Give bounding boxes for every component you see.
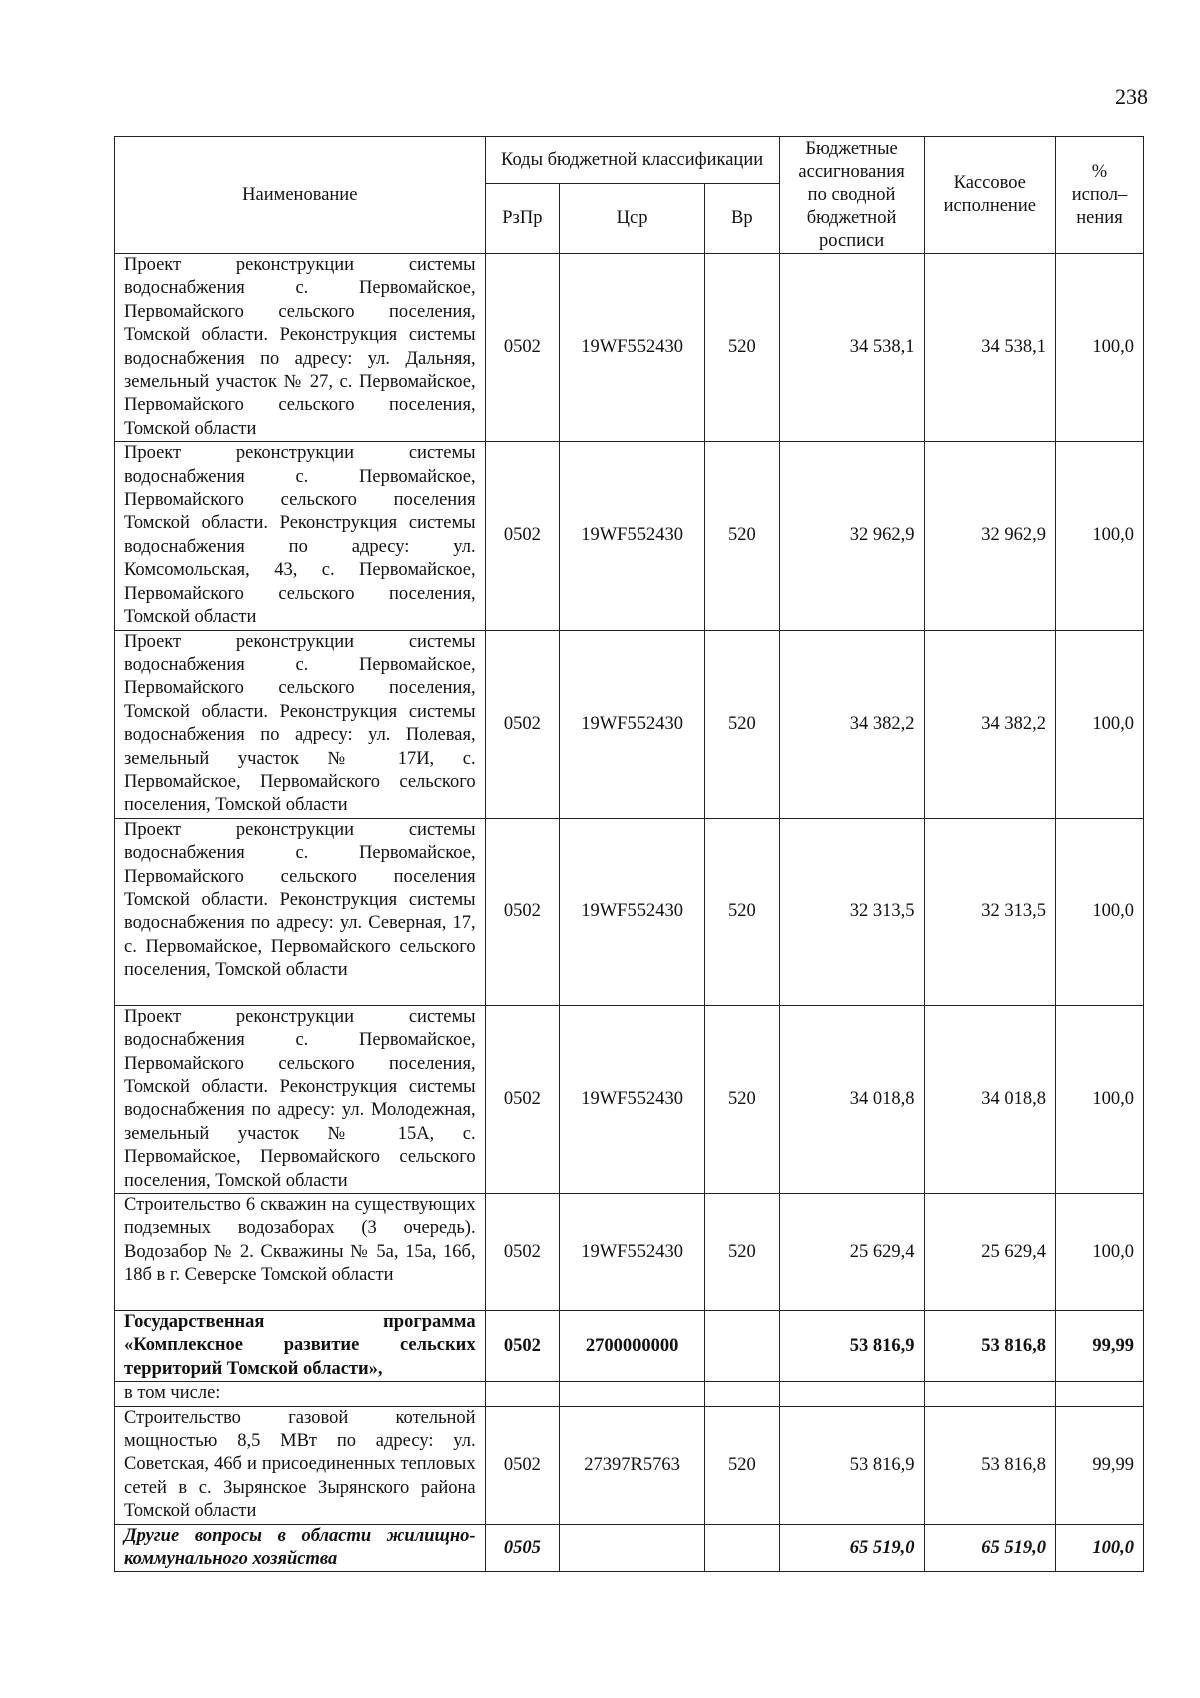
- row-rzpr: 0502: [485, 1406, 560, 1524]
- header-csr: Цср: [560, 184, 705, 254]
- row-name: Проект реконструкции системы водоснабжения с. Первомайское, Первомайского сельского поселения, Томской области. Реконструкция системы водоснабжения по адресу: ул. Дальняя, земельный участок № 27, с. Первомайское, Первомайского сельского поселения, Томской области: [115, 254, 486, 442]
- row-cash: 53 816,8: [924, 1406, 1055, 1524]
- row-vr: 520: [705, 442, 780, 630]
- table-row: [115, 1194, 1144, 1311]
- row-csr: 27397R5763: [560, 1406, 705, 1524]
- row-cash: 32 313,5: [924, 818, 1055, 1005]
- row-csr: 2700000000: [560, 1311, 705, 1382]
- row-percent: 100,0: [1055, 818, 1143, 1005]
- header-percent: % испол– нения: [1055, 137, 1143, 254]
- row-percent: [1055, 1382, 1143, 1406]
- row-percent: 100,0: [1055, 630, 1143, 818]
- row-vr: 520: [705, 1005, 780, 1193]
- row-name: Проект реконструкции системы водоснабжения с. Первомайское, Первомайского сельского поселения Томской области. Реконструкция системы водоснабжения по адресу: ул. Комсомольская, 43, с. Первомайское, Первомайского сельского поселения, Томской области: [115, 442, 486, 630]
- table-row-including: [115, 1382, 1144, 1406]
- row-percent: 100,0: [1055, 1194, 1143, 1311]
- row-csr: 19WF552430: [560, 1005, 705, 1193]
- row-csr: 19WF552430: [560, 630, 705, 818]
- row-rzpr: 0505: [485, 1524, 560, 1572]
- page-number: 238: [1115, 84, 1148, 109]
- row-rzpr: 0502: [485, 630, 560, 818]
- row-percent: 100,0: [1055, 254, 1143, 442]
- row-budget: 53 816,9: [779, 1406, 924, 1524]
- row-rzpr: 0502: [485, 1005, 560, 1193]
- header-vr: Вр: [705, 184, 780, 254]
- row-csr: 19WF552430: [560, 442, 705, 630]
- row-csr: 19WF552430: [560, 254, 705, 442]
- row-budget: 32 962,9: [779, 442, 924, 630]
- table-row-program: [115, 1311, 1144, 1382]
- table-row: [115, 818, 1144, 1005]
- row-vr: 520: [705, 254, 780, 442]
- table-row-section-total: [115, 1524, 1144, 1572]
- row-budget: 34 018,8: [779, 1005, 924, 1193]
- row-vr: [705, 1524, 780, 1572]
- row-vr: 520: [705, 818, 780, 1005]
- row-rzpr: [485, 1382, 560, 1406]
- row-name: Проект реконструкции системы водоснабжения с. Первомайское, Первомайского сельского поселения, Томской области. Реконструкция системы водоснабжения по адресу: ул. Полевая, земельный участок № 17И, с. Первомайское, Первомайского сельского поселения, Томской области: [115, 630, 486, 818]
- table-row: [115, 630, 1144, 818]
- row-rzpr: 0502: [485, 254, 560, 442]
- table-row: [115, 1005, 1144, 1193]
- row-rzpr: 0502: [485, 818, 560, 1005]
- row-rzpr: 0502: [485, 1194, 560, 1311]
- row-vr: [705, 1311, 780, 1382]
- table-row: [115, 442, 1144, 630]
- row-csr: [560, 1524, 705, 1572]
- row-cash: 25 629,4: [924, 1194, 1055, 1311]
- row-cash: [924, 1382, 1055, 1406]
- table-row: [115, 254, 1144, 442]
- header-cash: Кассовое исполнение: [924, 137, 1055, 254]
- row-cash: 32 962,9: [924, 442, 1055, 630]
- row-vr: [705, 1382, 780, 1406]
- row-budget: 25 629,4: [779, 1194, 924, 1311]
- row-budget: 32 313,5: [779, 818, 924, 1005]
- row-name: Государственная программа «Комплексное развитие сельских территорий Томской области»,: [115, 1311, 486, 1382]
- row-csr: [560, 1382, 705, 1406]
- row-name: Строительство 6 скважин на существующих подземных водозаборах (3 очередь). Водозабор № 2. Скважины № 5а, 15а, 16б, 18б в г. Северске Томской области: [115, 1194, 486, 1311]
- budget-table: [114, 136, 1144, 1572]
- row-budget: 65 519,0: [779, 1524, 924, 1572]
- header-row-1: [115, 137, 1144, 184]
- row-vr: 520: [705, 630, 780, 818]
- header-rzpr: РзПр: [485, 184, 560, 254]
- row-budget: 34 538,1: [779, 254, 924, 442]
- row-vr: 520: [705, 1194, 780, 1311]
- row-cash: 53 816,8: [924, 1311, 1055, 1382]
- header-budget: Бюджетные ассигнования по сводной бюджетной росписи: [779, 137, 924, 254]
- row-percent: 100,0: [1055, 1524, 1143, 1572]
- row-budget: 53 816,9: [779, 1311, 924, 1382]
- row-cash: 65 519,0: [924, 1524, 1055, 1572]
- row-percent: 100,0: [1055, 1005, 1143, 1193]
- row-name: Другие вопросы в области жилищно-коммунального хозяйства: [115, 1524, 486, 1572]
- row-name: Строительство газовой котельной мощностью 8,5 МВт по адресу: ул. Советская, 46б и присоединенных тепловых сетей в с. Зырянское Зырянского района Томской области: [115, 1406, 486, 1524]
- row-cash: 34 018,8: [924, 1005, 1055, 1193]
- row-name: Проект реконструкции системы водоснабжения с. Первомайское, Первомайского сельского поселения Томской области. Реконструкция системы водоснабжения по адресу: ул. Северная, 17, с. Первомайское, Первомайского сельского поселения, Томской области: [115, 818, 486, 1005]
- row-csr: 19WF552430: [560, 818, 705, 1005]
- row-cash: 34 538,1: [924, 254, 1055, 442]
- row-rzpr: 0502: [485, 1311, 560, 1382]
- header-name: Наименование: [115, 137, 486, 254]
- row-cash: 34 382,2: [924, 630, 1055, 818]
- row-budget: [779, 1382, 924, 1406]
- row-budget: 34 382,2: [779, 630, 924, 818]
- row-csr: 19WF552430: [560, 1194, 705, 1311]
- row-percent: 99,99: [1055, 1406, 1143, 1524]
- row-name: в том числе:: [115, 1382, 486, 1406]
- row-name: Проект реконструкции системы водоснабжения с. Первомайское, Первомайского сельского поселения, Томской области. Реконструкция системы водоснабжения по адресу: ул. Молодежная, земельный участок № 15А, с. Первомайское, Первомайского сельского поселения, Томской области: [115, 1005, 486, 1193]
- row-percent: 100,0: [1055, 442, 1143, 630]
- row-percent: 99,99: [1055, 1311, 1143, 1382]
- row-vr: 520: [705, 1406, 780, 1524]
- header-codes-group: Коды бюджетной классификации: [485, 137, 779, 184]
- row-rzpr: 0502: [485, 442, 560, 630]
- table-row: [115, 1406, 1144, 1524]
